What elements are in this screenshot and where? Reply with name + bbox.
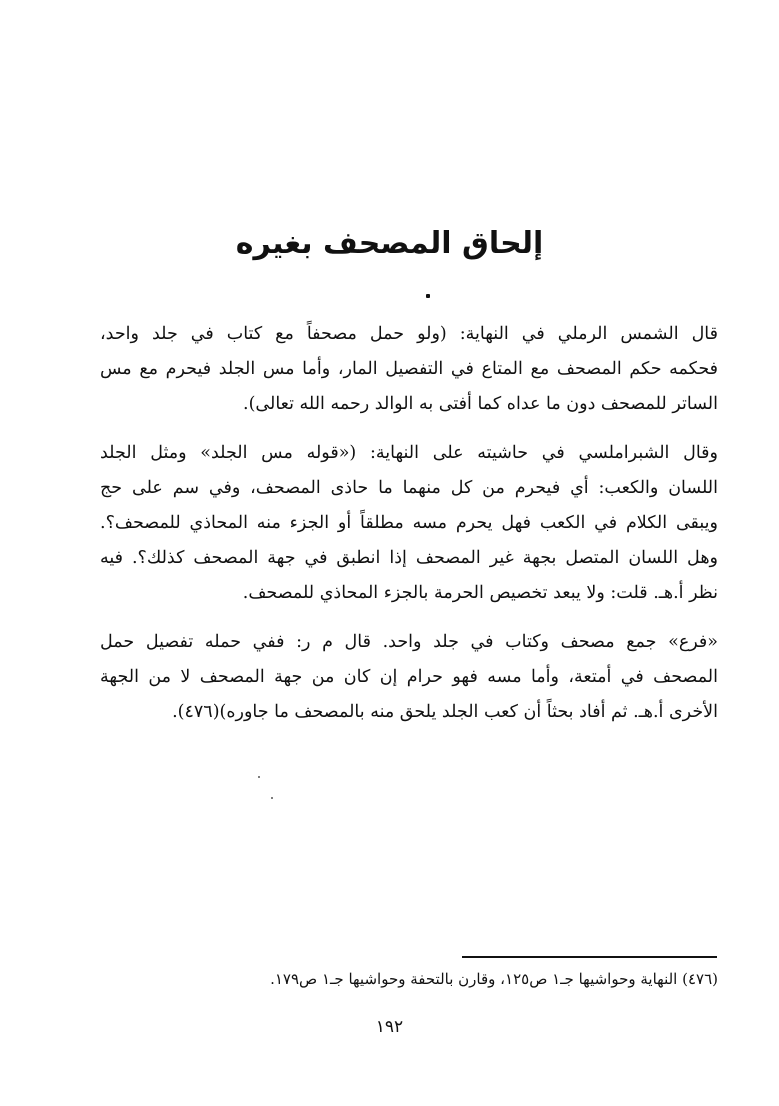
text-line: وقال الشبراملسي في حاشيته على النهاية: («قوله مس الجلد» ومثل الجلد — [100, 443, 718, 463]
text-line: ويبقى الكلام في الكعب فهل يحرم مسه مطلقاً أو الجزء منه المحاذي للمصحف؟. — [100, 513, 718, 533]
text-line: المصحف في أمتعة، وأما مسه فهو حرام إن كان من جهة المصحف لا من الجهة — [100, 667, 718, 687]
text-line: الساتر للمصحف دون ما عداه كما أفتى به الوالد رحمه الله تعالى). — [243, 394, 718, 414]
text-line: قال الشمس الرملي في النهاية: (ولو حمل مصحفاً مع كتاب في جلد واحد، — [100, 324, 718, 344]
scan-speck — [271, 797, 273, 799]
text-line: اللسان والكعب: أي فيحرم من كل منهما ما حاذى المصحف، وفي سم على حج — [100, 478, 718, 498]
text-line: وهل اللسان المتصل بجهة غير المصحف إذا انطبق في جهة المصحف كذلك؟. فيه — [100, 548, 718, 568]
footnote: (٤٧٦) النهاية وحواشيها جـ١ ص١٢٥، وقارن بالتحفة وحواشيها جـ١ ص١٧٩. — [270, 970, 718, 988]
text-line: فحكمه حكم المصحف مع المتاع في التفصيل المار، وأما مس الجلد فيحرم مع مس — [100, 359, 718, 379]
text-line: الأخرى أ.هـ. ثم أفاد بحثاً أن كعب الجلد يلحق منه بالمصحف ما جاوره)(٤٧٦). — [172, 702, 718, 722]
paragraph — [100, 625, 718, 730]
footnote-divider — [462, 956, 717, 958]
body-text — [100, 317, 718, 744]
ornament-dot — [426, 294, 430, 298]
paragraph — [100, 317, 718, 422]
paragraph — [100, 436, 718, 611]
page-number: ١٩٢ — [375, 1017, 404, 1037]
text-line: نظر أ.هـ. قلت: ولا يبعد تخصيص الحرمة بالجزء المحاذي للمصحف. — [242, 583, 718, 603]
scan-speck — [258, 776, 260, 778]
page-title: إلحاق المصحف بغيره — [235, 226, 544, 261]
text-line: «فرع» جمع مصحف وكتاب في جلد واحد. قال م ر: ففي حمله تفصيل حمل — [100, 632, 718, 652]
